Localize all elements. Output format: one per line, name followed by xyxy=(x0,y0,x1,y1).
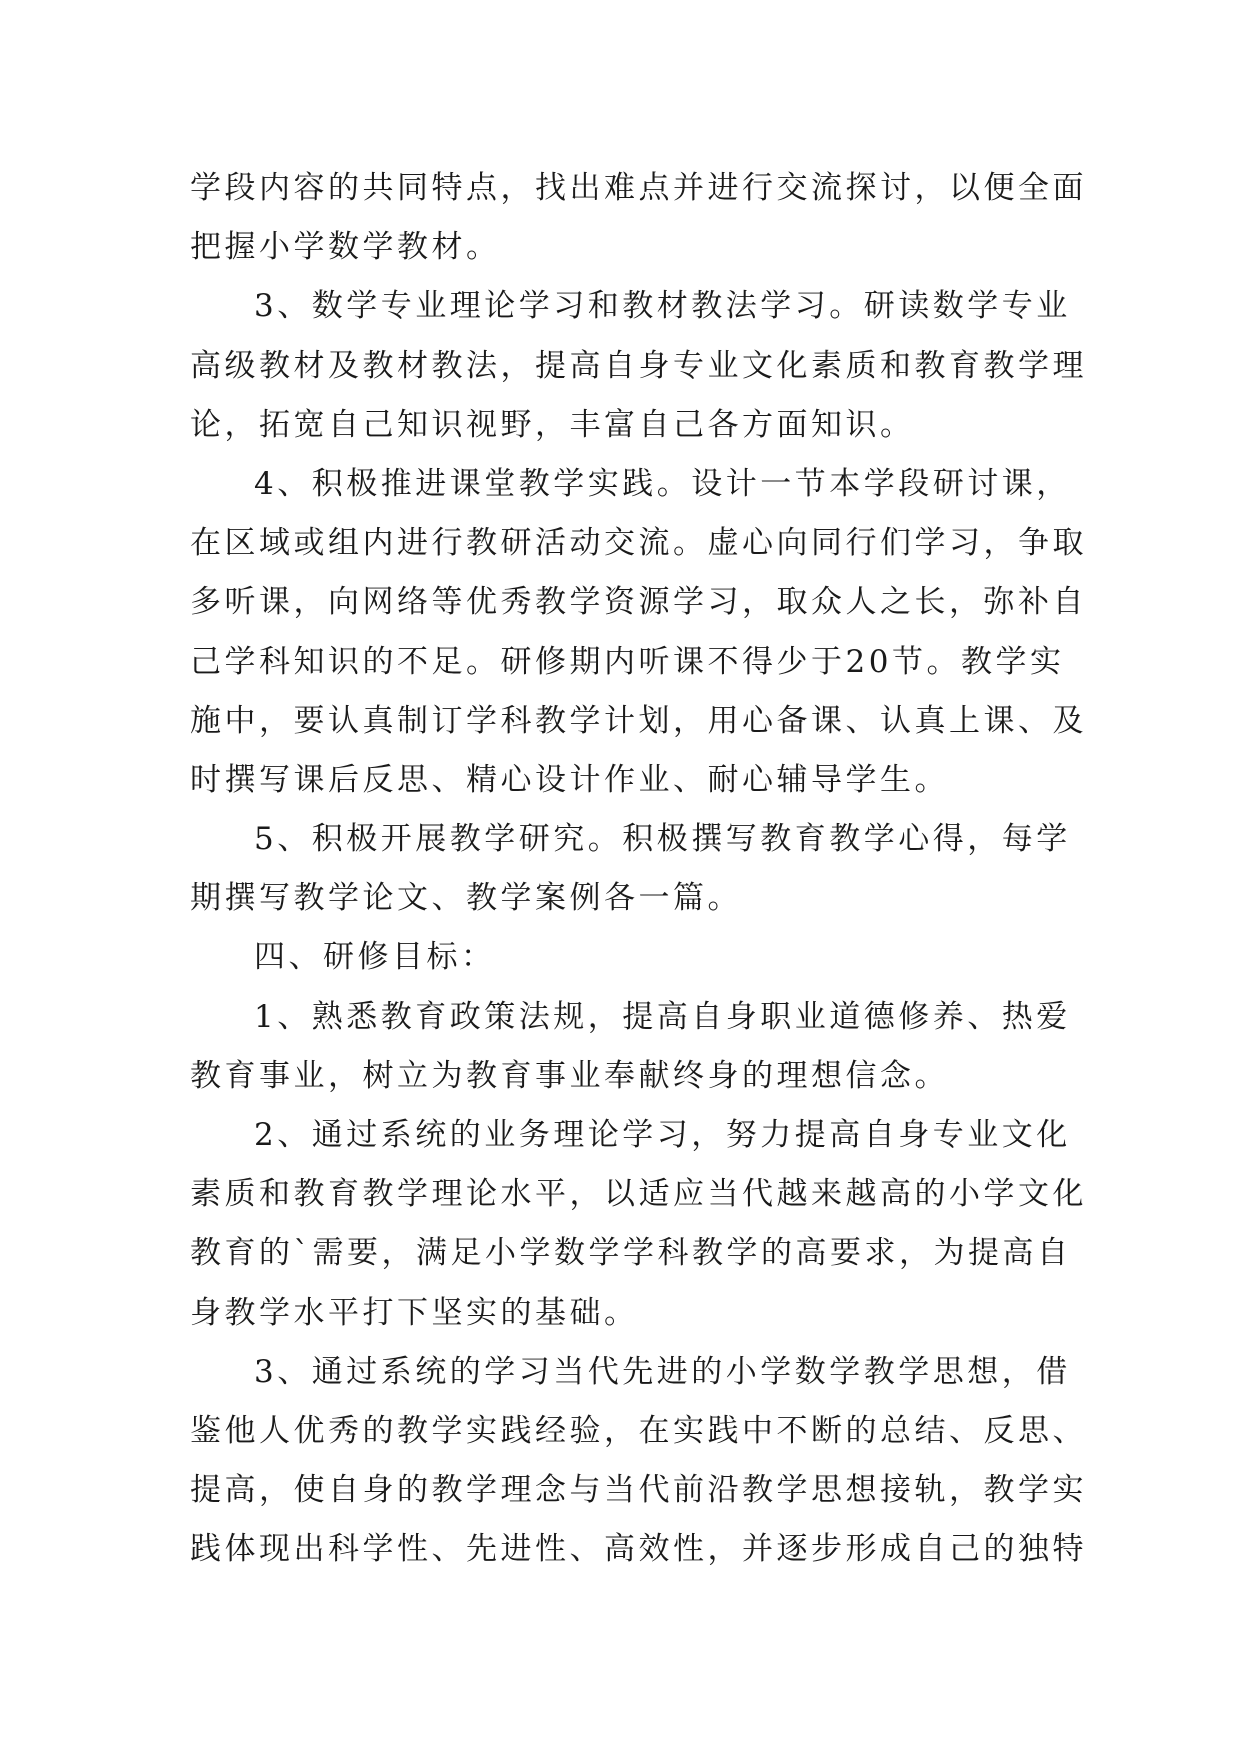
text-line: 把握小学数学教材。 xyxy=(190,229,501,266)
text-line: 素质和教育教学理论水平，以适应当代越来越高的小学文化 xyxy=(190,1176,1087,1213)
text-line: 期撰写教学论文、教学案例各一篇。 xyxy=(190,880,742,917)
text-line: 高级教材及教材教法，提高自身专业文化素质和教育教学理 xyxy=(190,347,1087,384)
text-line: 施中，要认真制订学科教学计划，用心备课、认真上课、及 xyxy=(190,702,1087,739)
text-line: 鉴他人优秀的教学实践经验，在实践中不断的总结、反思、 xyxy=(190,1412,1087,1449)
text-line: 己学科知识的不足。研修期内听课不得少于20节。教学实 xyxy=(190,643,1065,680)
paragraph-start-line: 4、积极推进课堂教学实践。设计一节本学段研讨课， xyxy=(254,465,1071,502)
text-line: 论，拓宽自己知识视野，丰富自己各方面知识。 xyxy=(190,406,915,443)
paragraph-start-line: 3、数学专业理论学习和教材教法学习。研读数学专业 xyxy=(254,288,1071,325)
text-line: 提高，使自身的教学理念与当代前沿教学思想接轨，教学实 xyxy=(190,1472,1087,1509)
text-line: 教育的`需要，满足小学数学学科教学的高要求，为提高自 xyxy=(190,1235,1072,1272)
body-text xyxy=(190,159,1087,1580)
text-line: 多听课，向网络等优秀教学资源学习，取众人之长，弥补自 xyxy=(190,584,1087,621)
text-line: 学段内容的共同特点，找出难点并进行交流探讨，以便全面 xyxy=(190,170,1087,206)
text-line: 教育事业，树立为教育事业奉献终身的理想信念。 xyxy=(190,1057,949,1094)
section-heading: 四、研修目标： xyxy=(254,939,496,976)
text-line: 时撰写课后反思、精心设计作业、耐心辅导学生。 xyxy=(190,761,949,798)
paragraph-start-line: 3、通过系统的学习当代先进的小学数学教学思想，借 xyxy=(254,1353,1071,1390)
text-line: 践体现出科学性、先进性、高效性，并逐步形成自己的独特 xyxy=(190,1531,1087,1568)
paragraph-start-line: 5、积极开展教学研究。积极撰写教育教学心得，每学 xyxy=(254,821,1071,858)
paragraph-start-line: 1、熟悉教育政策法规，提高自身职业道德修养、热爱 xyxy=(254,998,1071,1035)
text-line: 在区域或组内进行教研活动交流。虚心向同行们学习，争取 xyxy=(190,525,1087,562)
paragraph-start-line: 2、通过系统的业务理论学习，努力提高自身专业文化 xyxy=(254,1117,1071,1153)
text-line: 身教学水平打下坚实的基础。 xyxy=(190,1294,639,1331)
